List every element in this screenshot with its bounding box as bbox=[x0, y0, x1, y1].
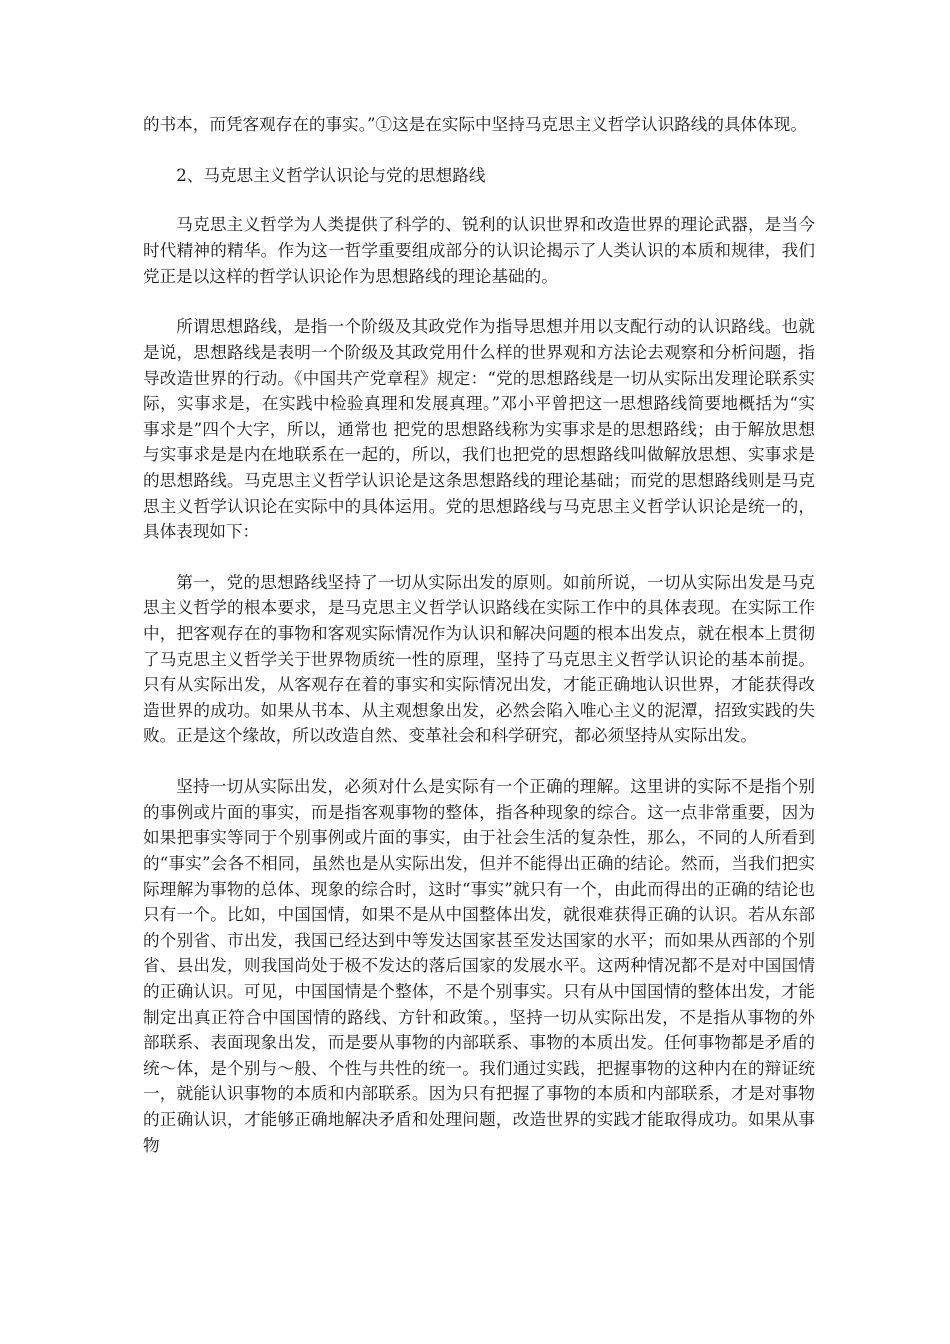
paragraph-reality: 坚持一切从实际出发，必须对什么是实际有一个正确的理解。这里讲的实际不是指个别的事例或片面的事实，而是指客观事物的整体，指各种现象的综合。这一点非常重要，因为如果把事实等同于个别事例或片面的事实，由于社会生活的复杂性，那么，不同的人所看到的“事实”会各不相同，虽然也是从实际出发，但并不能得出正确的结论。然而，当我们把实际理解为事物的总体、现象的综合时，这时“事实”就只有一个，由此而得出的正确的结论也只有一个。比如，中国国情，如果不是从中国整体出发，就很难获得正确的认识。若从东部的个别省、市出发，我国已经达到中等发达国家甚至发达国家的水平；而如果从西部的个别省、县出发，则我国尚处于极不发达的落后国家的发展水平。这两种情况都不是对中国国情的正确认识。可见，中国国情是个整体，不是个别事实。只有从中国国情的整体出发，才能制定出真正符合中国国情的路线、方针和政策。，坚持一切从实际出发，不是指从事物的外部联系、表面现象出发，而是要从事物的内部联系、事物的本质出发。任何事物都是矛盾的统～体，是个别与～般、个性与共性的统一。我们通过实践，把握事物的这种内在的辩证统一，就能认识事物的本质和内部联系。因为只有把握了事物的本质和内部联系，才是对事物的正确认识，才能够正确地解决矛盾和处理问题，改造世界的实践才能取得成功。如果从事物 bbox=[143, 777, 815, 1155]
section-heading: 2、马克思主义哲学认识论与党的思想路线 bbox=[176, 165, 486, 185]
paragraph-first-point: 第一，党的思想路线坚持了一切从实际出发的原则。如前所说，一切从实际出发是马克思主义哲学的根本要求，是马克思主义哲学认识路线在实际工作中的具体表现。在实际工作中，把客观存在的事物和客观实际情况作为认识和解决问题的根本出发点，就在根本上贯彻了马克思主义哲学关于世界物质统一性的原理，坚持了马克思主义哲学认识论的基本前提。只有从实际出发，从客观存在着的事实和实际情况出发，才能正确地认识世界，才能获得改造世界的成功。如果从书本、从主观想象出发，必然会陷入唯心主义的泥潭，招致实践的失败。正是这个缘故，所以改造自然、变革社会和科学研究，都必须坚持从实际出发。 bbox=[143, 572, 815, 746]
paragraph-intro: 马克思主义哲学为人类提供了科学的、锐利的认识世界和改造世界的理论武器，是当今时代精神的精华。作为这一哲学重要组成部分的认识论揭示了人类认识的本质和规律，我们党正是以这样的哲学认识论作为思想路线的理论基础的。 bbox=[143, 215, 815, 286]
paragraph-ideological-line: 所谓思想路线，是指一个阶级及其政党作为指导思想并用以支配行动的认识路线。也就是说，思想路线是表明一个阶级及其政党用什么样的世界观和方法论去观察和分析问题，指导改造世界的行动。《中国共产党章程》规定：“党的思想路线是一切从实际出发理论联系实际，实事求是，在实践中检验真理和发展真理。”邓小平曾把这一思想路线简要地概括为“实事求是”四个大字，所以，通常也 把党的思想路线称为实事求是的思想路线；由于解放思想与实事求是是内在地联系在一起的，所以，我们也把党的思想路线叫做解放思想、实事求是的思想路线。马克思主义哲学认识论是这条思想路线的理论基础；而党的思想路线则是马克思主义哲学认识论在实际中的具体运用。党的思想路线与马克思主义哲学认识论是统一的，具体表现如下： bbox=[143, 317, 815, 542]
paragraph-continuation: 的书本，而凭客观存在的事实。”①这是在实际中坚持马克思主义哲学认识路线的具体体现。 bbox=[143, 115, 807, 134]
document-page bbox=[143, 112, 815, 1158]
